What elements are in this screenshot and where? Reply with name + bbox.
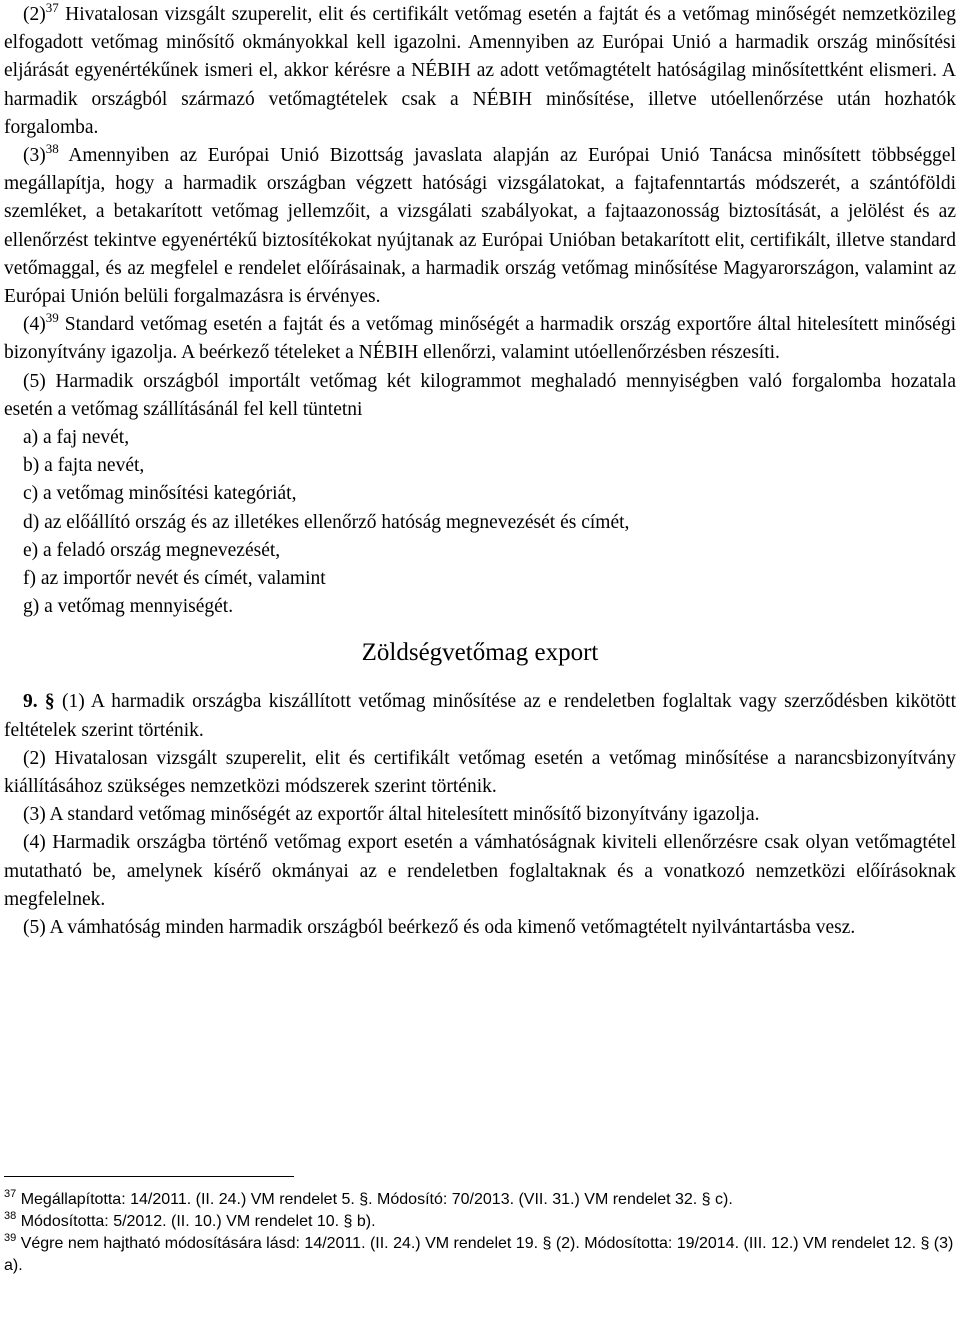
footnote-number: 39 bbox=[4, 1232, 17, 1244]
paragraph-number: (3) bbox=[23, 145, 46, 167]
paragraph-number: (5) bbox=[23, 370, 46, 392]
article-9-paragraph-4: (4) Harmadik országba történő vetőmag export esetén a vámhatóságnak kiviteli ellenőrzésre csak olyan vetőmagtétel mutatható be, amelynek kísérő okmányai az e rendeletben foglaltaknak és a vonatkozó nemzetközi előírásoknak megfelelnek. bbox=[4, 832, 956, 910]
paragraph-text: (1) A harmadik országba kiszállított vetőmag minősítése az e rendeletben foglaltak vagy szerződésben kikötött feltételek szerint történik. bbox=[4, 691, 956, 741]
footnote-38 bbox=[4, 1211, 954, 1233]
section-sign: § bbox=[44, 691, 55, 713]
list-item: c) a vetőmag minősítési kategóriát, bbox=[23, 483, 297, 505]
list-item: a) a faj nevét, bbox=[23, 427, 130, 449]
footnote-text: Végre nem hajtható módosítására lásd: 14/2011. (II. 24.) VM rendelet 19. § (2). Módosította: 19/2014. (III. 12.) VM rendelet 12. § (3) a). bbox=[4, 1235, 954, 1274]
list-item: b) a fajta nevét, bbox=[23, 455, 145, 477]
paragraph-number: (2) bbox=[23, 4, 46, 25]
paragraph-2 bbox=[4, 1, 956, 142]
footnote-37 bbox=[4, 1189, 954, 1211]
list-item: d) az előállító ország és az illetékes ellenőrző hatóság megnevezését és címét, bbox=[23, 511, 630, 533]
paragraph-text: Standard vetőmag esetén a fajtát és a vetőmag minőségét a harmadik ország exportőre által hitelesített minőségi bizonyítvány igazolja. A beérkező tételeket a NÉBIH ellenőrzi, valamint utóellenőrzésben részesíti. bbox=[4, 314, 956, 364]
article-9-paragraph-5: (5) A vámhatóság minden harmadik országból beérkező és oda kimenő vetőmagtételt nyilvántartásba vesz. bbox=[23, 917, 856, 939]
paragraph-3 bbox=[4, 142, 956, 311]
article-9-paragraph-3: (3) A standard vetőmag minőségét az exportőr által hitelesített minősítő bizonyítvány igazolja. bbox=[23, 804, 760, 826]
list-item: f) az importőr nevét és címét, valamint bbox=[23, 568, 326, 590]
document-page bbox=[4, 0, 956, 942]
footnote-number: 38 bbox=[4, 1210, 17, 1222]
article-number: 9. bbox=[23, 691, 38, 713]
footnote-ref-37[interactable]: 37 bbox=[45, 0, 59, 15]
footnote-39 bbox=[4, 1233, 954, 1277]
footnote-text: Megállapította: 14/2011. (II. 24.) VM rendelet 5. §. Módosító: 70/2013. (VII. 31.) VM rendelet 32. § c). bbox=[16, 1191, 733, 1208]
article-9-paragraph-1 bbox=[4, 688, 956, 744]
list-item: g) a vetőmag mennyiségét. bbox=[23, 596, 234, 618]
label-requirements-list bbox=[4, 424, 956, 621]
footnotes bbox=[4, 1176, 954, 1277]
paragraph-text: Harmadik országból importált vetőmag két kilogrammot meghaladó mennyiségben való forgalomba hozatala esetén a vetőmag szállításánál fel kell tüntetni bbox=[4, 370, 956, 420]
footnote-ref-38[interactable]: 38 bbox=[45, 141, 59, 157]
paragraph-text: Amennyiben az Európai Unió Bizottság javaslata alapján az Európai Unió Tanácsa minősített többséggel megállapítja, hogy a harmadik országban végzett hatósági vizsgálatokat, a fajtafenntartás módszerét, a szántóföldi szemléket, a betakarított vetőmag jellemzőit, a vizsgálati szabályokat, a fajtaazonosság biztosítását, a jelölést és az ellenőrzést tekintve egyenértékű biztosítékokat nyújtanak az Európai Unióban betakarított elit, certifikált, illetve standard vetőmaggal, és az megfelel e rendelet előírásainak, a harmadik ország vetőmag minősítése Magyarországon, valamint az Európai Unión belüli forgalmazásra is érvényes. bbox=[4, 145, 956, 308]
footnote-ref-39[interactable]: 39 bbox=[45, 310, 59, 326]
footnote-divider bbox=[4, 1176, 294, 1177]
paragraph-text: Hivatalosan vizsgált szuperelit, elit és certifikált vetőmag esetén a fajtát és a vetőmag minőségét nemzetközileg elfogadott vetőmag minősítő okmányokkal kell igazolni. Amennyiben az Európai Unió a harmadik ország minősítési eljárását egyenértékűnek ismeri el, akkor kérésre a NÉBIH az adott vetőmagtételt hatóságilag minősítettként elismeri. A harmadik országból származó vetőmagtételek csak a NÉBIH minősítése, illetve utóellenőrzése után hozhatók forgalomba. bbox=[4, 4, 956, 138]
paragraph-4 bbox=[4, 311, 956, 367]
article-9-paragraph-2: (2) Hivatalosan vizsgált szuperelit, elit és certifikált vetőmag esetén a vetőmag minősítése a narancsbizonyítvány kiállításához szükséges nemzetközi módszerek szerint történik. bbox=[4, 747, 956, 798]
footnote-text: Módosította: 5/2012. (II. 10.) VM rendelet 10. § b). bbox=[16, 1213, 376, 1230]
list-item: e) a feladó ország megnevezését, bbox=[23, 539, 281, 561]
footnote-number: 37 bbox=[4, 1188, 17, 1200]
paragraph-number: (4) bbox=[23, 314, 46, 336]
paragraph-5 bbox=[4, 368, 956, 424]
section-title: Zöldségvetőmag export bbox=[361, 639, 599, 667]
